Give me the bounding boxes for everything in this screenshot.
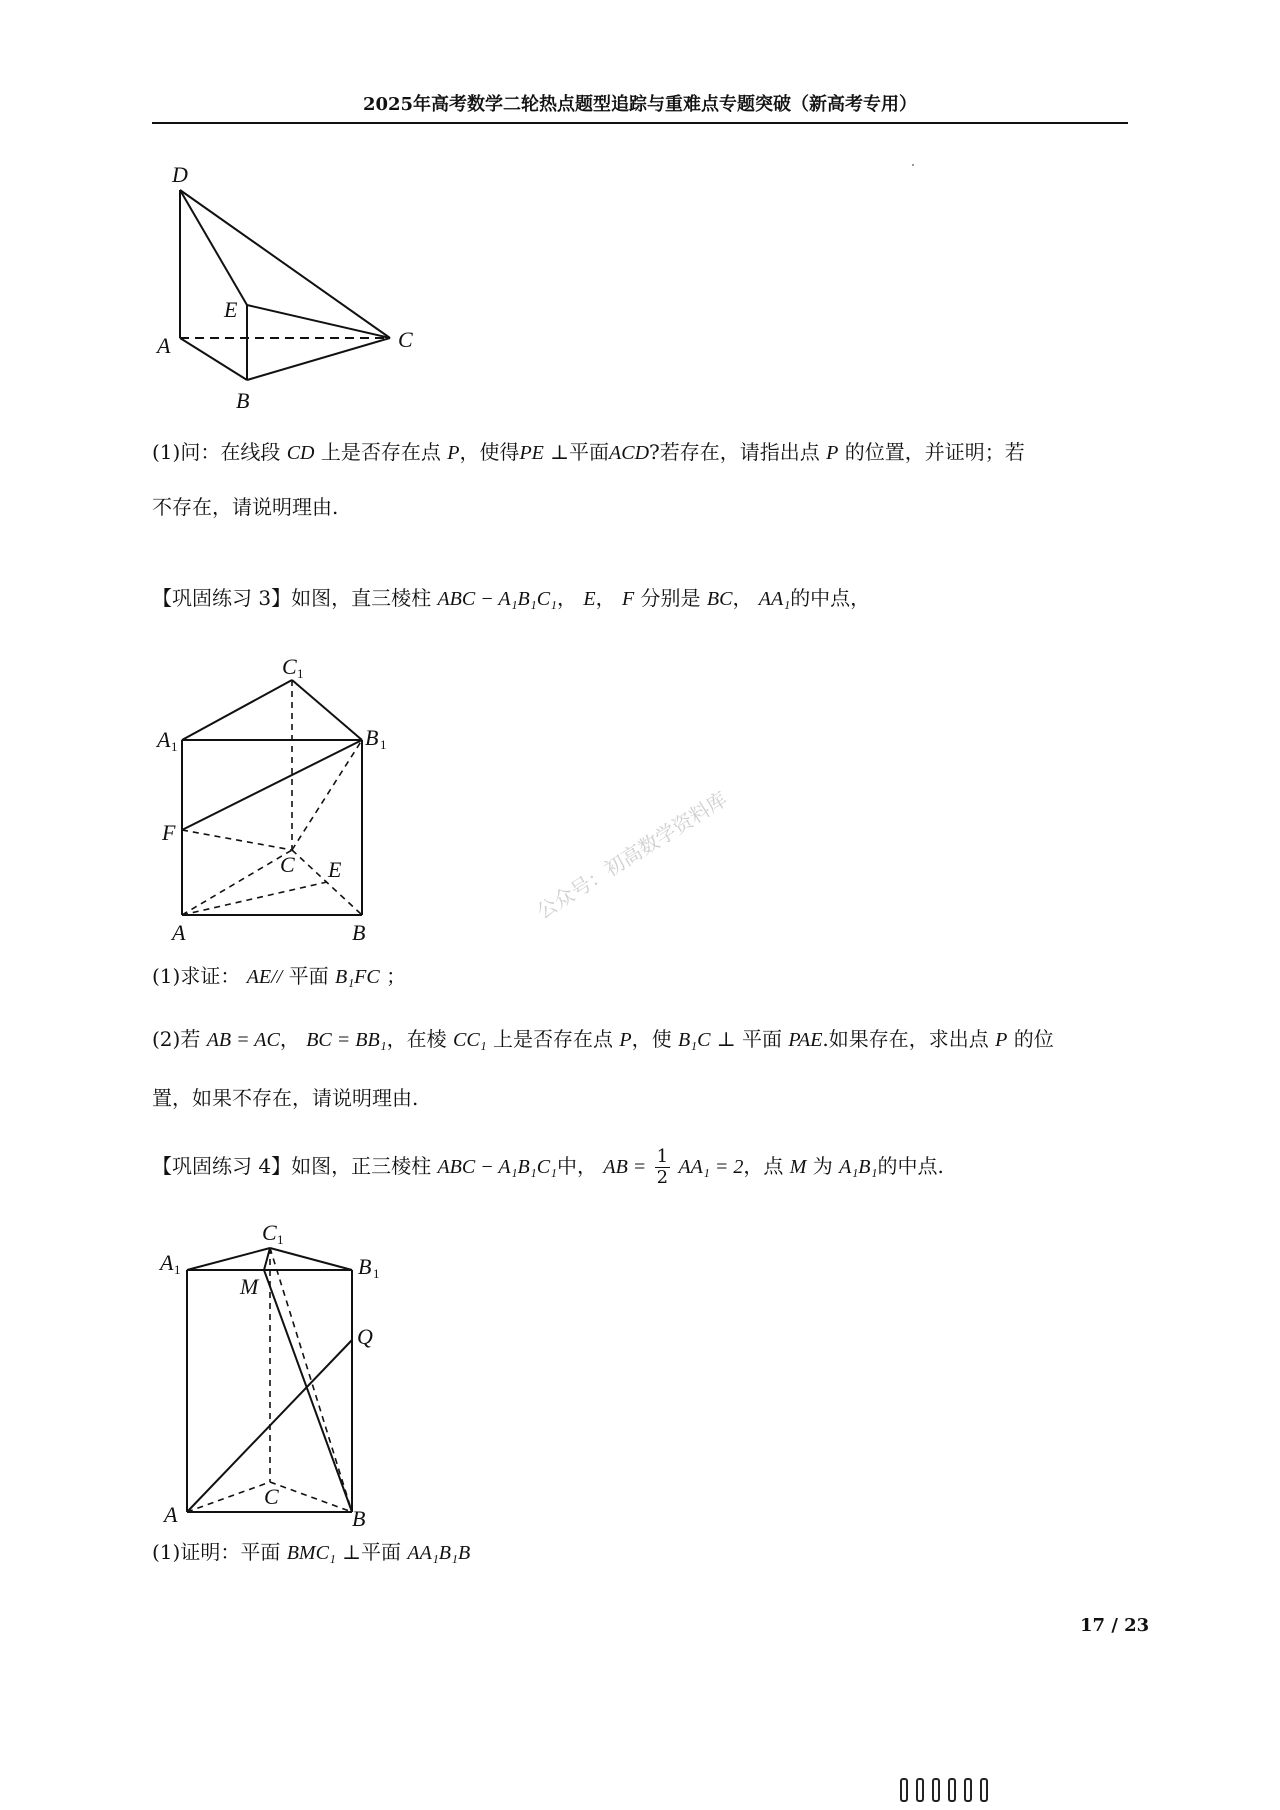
figure-prism-ex3	[152, 650, 412, 950]
label-F: F	[162, 820, 176, 845]
edge-C1B1	[292, 680, 362, 740]
label-B: B	[352, 920, 366, 945]
page-number: 17 / 23	[1080, 1615, 1150, 1636]
exercise3-statement: 【巩固练习 3】如图，直三棱柱 ABC − A₁B₁C₁， E， F 分别是 BC， AA₁的中点，	[152, 586, 871, 610]
bar-glyph	[948, 1778, 956, 1802]
label-B: B	[236, 388, 250, 413]
bar-glyph	[916, 1778, 924, 1802]
label-C: C	[398, 327, 413, 352]
exercise3-q2-line1: (2)若 AB = AC， BC = BB₁，在棱 CC₁ 上是否存在点 P，使 B₁C ⊥ 平面 PAE.如果存在，求出点 P 的位	[152, 1027, 1054, 1051]
label-M: M	[240, 1274, 259, 1299]
watermark: 公众号：初高数学资料库	[532, 786, 732, 924]
edge-CB	[270, 1482, 352, 1512]
label-A: A	[157, 333, 171, 358]
page-header: 2025年高考数学二轮热点题型追踪与重难点专题突破（新高考专用）	[362, 94, 918, 115]
subscript-label: 1	[171, 739, 178, 754]
subscript-label: 1	[373, 1266, 380, 1281]
prev-question-line1: (1)问：在线段 CD 上是否存在点 P，使得PE ⊥平面ACD?若存在，请指出点 P 的位置，并证明；若	[152, 440, 1025, 464]
figure-pyramid-dabce	[152, 160, 432, 415]
bottom-bar	[900, 1775, 1260, 1805]
label-C1: C	[282, 654, 297, 679]
edge-FB1	[182, 740, 362, 830]
prev-question-line2: 不存在，请说明理由.	[152, 495, 339, 519]
label-E: E	[328, 857, 342, 882]
exercise4-statement: 【巩固练习 4】如图，正三棱柱 ABC − A₁B₁C₁中， AB = $\frac{1}{2}$ AA₁ = 2，点 M 为 A₁B₁的中点.	[152, 1146, 944, 1188]
label-B1: B	[365, 725, 379, 750]
edge-DC	[180, 190, 390, 338]
label-A: A	[172, 920, 186, 945]
label-A: A	[164, 1502, 178, 1527]
label-B1: B	[358, 1254, 372, 1279]
edge-A1C1	[182, 680, 292, 740]
label-D: D	[172, 162, 188, 187]
edge-BC	[247, 338, 390, 380]
exercise3-q2-line2: 置，如果不存在，请说明理由.	[152, 1086, 419, 1110]
label-Q: Q	[357, 1324, 373, 1349]
bar-glyph	[964, 1778, 972, 1802]
exercise4-q1: (1)证明：平面 BMC₁ ⊥平面 AA₁B₁B	[152, 1540, 471, 1564]
subscript-label: 1	[380, 737, 387, 752]
label-B: B	[352, 1506, 366, 1531]
fraction-half: $\frac{1}{2}$	[656, 1146, 669, 1188]
bar-glyph	[932, 1778, 940, 1802]
speck	[912, 164, 914, 166]
edge-C1B1	[270, 1248, 352, 1270]
edge-AC	[187, 1482, 270, 1512]
edge-AB	[180, 338, 247, 380]
exercise3-q1: (1)求证： AE// 平面 B₁FC ；	[152, 964, 407, 988]
edge-MC1	[264, 1248, 270, 1270]
header-rule	[152, 122, 1128, 124]
edge-C1B	[270, 1248, 352, 1512]
figure-prism-ex4	[152, 1210, 412, 1530]
label-C: C	[280, 852, 295, 877]
edge-A1C1	[187, 1248, 270, 1270]
edge-DE	[180, 190, 247, 305]
label-C: C	[264, 1484, 279, 1509]
subscript-label: 1	[174, 1262, 181, 1277]
edge-MB	[264, 1270, 352, 1512]
subscript-label: 1	[277, 1232, 284, 1247]
edge-AC	[182, 850, 292, 915]
label-C1: C	[262, 1220, 277, 1245]
bar-glyph	[980, 1778, 988, 1802]
bar-glyph	[900, 1778, 908, 1802]
label-A1: A	[157, 727, 171, 752]
edge-EC	[247, 305, 390, 338]
edge-FC	[182, 830, 292, 850]
edge-AE	[182, 882, 327, 915]
label-E: E	[224, 297, 238, 322]
subscript-label: 1	[297, 666, 304, 681]
label-A1: A	[160, 1250, 174, 1275]
